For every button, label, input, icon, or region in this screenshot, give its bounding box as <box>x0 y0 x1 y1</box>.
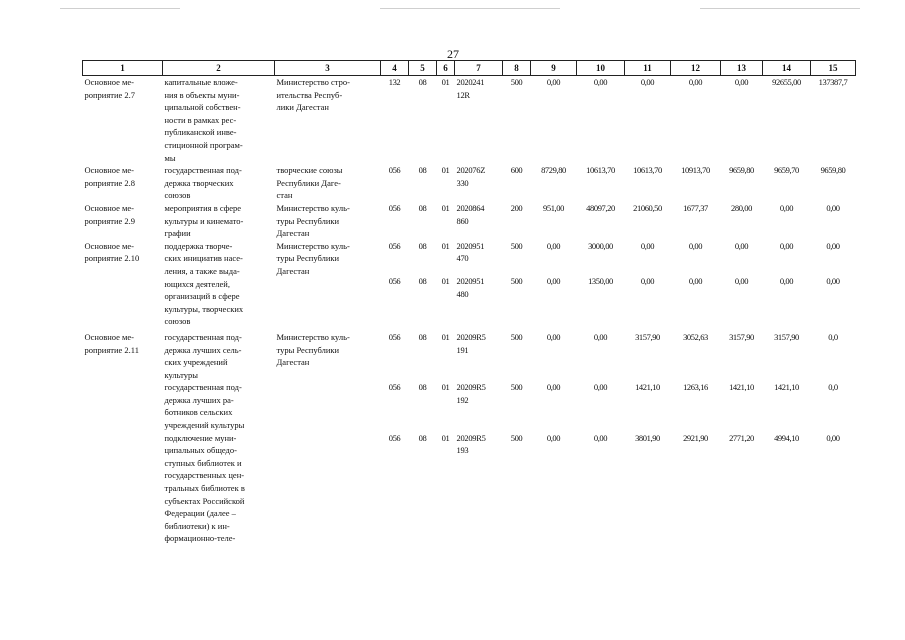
cell-c10: 0,00 <box>593 331 608 342</box>
cell-c15: 0,00 <box>826 432 840 443</box>
cell-c7: 20209R5 192 <box>456 382 486 405</box>
cell-c6: 01 <box>441 202 450 213</box>
cell-c14: 4994,10 <box>774 432 799 443</box>
cell-c15: 0,0 <box>828 331 838 342</box>
scan-edge-line <box>700 8 860 9</box>
cell-c11: 3157,90 <box>635 331 660 342</box>
header-cell: 13 <box>721 61 763 76</box>
table-row <box>83 202 856 240</box>
cell-c9: 0,00 <box>546 275 561 286</box>
cell-c11: 21060,50 <box>633 202 662 213</box>
executor: Министерство куль- туры Республики Дагестан <box>276 202 350 239</box>
cell-c14: 1421,10 <box>774 382 799 393</box>
header-cell: 2 <box>163 61 275 76</box>
cell-c4: 056 <box>388 165 401 176</box>
cell-c10: 0,00 <box>593 77 608 87</box>
cell-c6: 01 <box>441 432 450 443</box>
cell-c14: 92655,00 <box>772 77 801 87</box>
empty-cell <box>83 381 163 431</box>
cell-c13: 9659,80 <box>729 165 754 176</box>
header-cell: 6 <box>437 61 455 76</box>
header-cell: 7 <box>455 61 503 76</box>
cell-c9: 0,00 <box>546 382 561 393</box>
cell-c8: 500 <box>510 331 523 342</box>
cell-c8: 200 <box>510 202 523 213</box>
cell-c14: 0,00 <box>779 202 794 213</box>
cell-c13: 3157,90 <box>729 331 754 342</box>
cell-c15: 137387,7 <box>818 77 848 87</box>
cell-c6: 01 <box>441 331 450 342</box>
header-cell: 4 <box>381 61 409 76</box>
cell-c12: 3052,63 <box>683 331 708 342</box>
cell-c15: 9659,80 <box>820 165 846 176</box>
cell-c13: 0,00 <box>734 240 749 251</box>
measure-description: мероприятия в сфере культуры и кинемато- графии <box>164 202 244 239</box>
cell-c5: 08 <box>418 432 427 443</box>
cell-c4: 056 <box>388 432 401 443</box>
cell-c11: 0,00 <box>640 240 655 251</box>
cell-c7: 202076Z 330 <box>456 165 486 188</box>
measure-name: Основное ме- роприятие 2.7 <box>84 77 136 100</box>
table-row <box>83 432 856 545</box>
header-row <box>83 61 856 76</box>
cell-c11: 1421,10 <box>635 382 660 393</box>
header-cell: 14 <box>763 61 811 76</box>
cell-c13: 0,00 <box>734 77 749 87</box>
cell-c12: 0,00 <box>688 275 703 286</box>
cell-c13: 1421,10 <box>729 382 754 393</box>
cell-c4: 056 <box>388 275 401 286</box>
cell-c6: 01 <box>441 240 450 251</box>
table-row <box>83 164 856 202</box>
table-row <box>83 331 856 381</box>
table-row <box>83 76 856 165</box>
cell-c8: 500 <box>510 240 523 251</box>
cell-c9: 8729,80 <box>541 165 566 176</box>
cell-c6: 01 <box>441 165 450 176</box>
cell-c5: 08 <box>418 165 427 176</box>
cell-c5: 08 <box>418 382 427 393</box>
cell-c9: 0,00 <box>546 331 561 342</box>
measure-description: государственная под- держка творческих союзов <box>164 165 242 201</box>
cell-c5: 08 <box>418 331 427 342</box>
header-cell: 15 <box>811 61 856 76</box>
measure-name: Основное ме- роприятие 2.8 <box>84 165 136 188</box>
cell-c4: 056 <box>388 331 401 342</box>
cell-c8: 500 <box>510 382 523 393</box>
cell-c5: 08 <box>418 77 427 87</box>
measure-description: поддержка творче- ских инициатив насе- ления, а также выда- ющихся деятелей, организаций в сфере культуры, творческих союзов <box>164 240 244 327</box>
cell-c4: 056 <box>388 382 401 393</box>
cell-c7: 20209R5 191 <box>456 331 486 355</box>
measure-description: государственная под- держка лучших ра- ботников сельских учреждений культуры <box>164 382 245 431</box>
cell-c4: 056 <box>388 202 401 213</box>
cell-c9: 951,00 <box>543 202 564 213</box>
cell-c14: 0,00 <box>779 240 794 251</box>
cell-c9: 0,00 <box>546 77 561 87</box>
cell-c7: 2020864 860 <box>456 202 485 226</box>
cell-c5: 08 <box>418 240 427 251</box>
cell-c6: 01 <box>441 382 450 393</box>
empty-cell <box>275 381 381 431</box>
header-cell: 8 <box>503 61 531 76</box>
cell-c8: 500 <box>510 275 523 286</box>
cell-c10: 0,00 <box>593 432 608 443</box>
cell-c13: 2771,20 <box>729 432 754 443</box>
cell-c12: 1677,37 <box>683 202 708 213</box>
cell-c11: 3801,90 <box>635 432 660 443</box>
cell-c14: 9659,70 <box>774 165 799 176</box>
cell-c10: 10613,70 <box>586 165 615 176</box>
cell-c10: 48097,20 <box>586 202 615 213</box>
cell-c10: 3000,00 <box>588 240 613 251</box>
cell-c4: 056 <box>388 240 401 251</box>
measure-name: Основное ме- роприятие 2.9 <box>84 202 136 226</box>
cell-c13: 0,00 <box>734 275 749 286</box>
cell-c8: 500 <box>510 77 523 87</box>
header-cell: 11 <box>625 61 671 76</box>
measure-description: подключение муни- ципальных общедо- ступных библиотек и государственных цен- тральных библиотек в субъектах Российской Федерации (далее – библиотеки) к ин- формационно-теле- <box>164 432 245 544</box>
measure-description: государственная под- держка лучших сель- ских учреждений культуры <box>164 331 242 380</box>
header-cell: 12 <box>671 61 721 76</box>
executor: Министерство куль- туры Республики Дагестан <box>276 240 350 276</box>
table-row <box>83 381 856 431</box>
cell-c12: 0,00 <box>688 77 703 87</box>
header-cell: 1 <box>83 61 163 76</box>
executor: Министерство куль- туры Республики Дагестан <box>276 331 350 368</box>
cell-c5: 08 <box>418 202 427 213</box>
cell-c10: 0,00 <box>593 382 608 393</box>
cell-c7: 20209R5 193 <box>456 432 486 456</box>
measure-description: капитальные вложе- ния в объекты муни- ципальной собствен- ности в рамках рес- публиканской инве- стиционной програм- мы <box>164 77 243 163</box>
cell-c13: 280,00 <box>731 202 752 213</box>
cell-c15: 0,00 <box>826 240 840 251</box>
cell-c11: 0,00 <box>640 275 655 286</box>
cell-c15: 0,0 <box>828 382 838 393</box>
cell-c8: 500 <box>510 432 523 443</box>
program-table <box>82 60 856 545</box>
table-row <box>83 240 856 265</box>
cell-c12: 2921,90 <box>683 432 708 443</box>
measure-name: Основное ме- роприятие 2.11 <box>84 331 139 355</box>
cell-c6: 01 <box>441 275 450 286</box>
header-cell: 9 <box>531 61 577 76</box>
cell-c11: 10613,70 <box>633 165 662 176</box>
cell-c7: 2020951 470 <box>456 240 485 264</box>
cell-c6: 01 <box>441 77 450 87</box>
cell-c8: 600 <box>510 165 523 176</box>
measure-name: Основное ме- роприятие 2.10 <box>84 240 140 264</box>
cell-c9: 0,00 <box>546 240 561 251</box>
page-number: 27 <box>447 47 459 61</box>
header-cell: 10 <box>577 61 625 76</box>
cell-c14: 3157,90 <box>774 331 799 342</box>
cell-c12: 1263,16 <box>683 382 708 393</box>
scan-edge-line <box>60 8 180 9</box>
executor: Министерство стро- ительства Респуб- лики Дагестан <box>276 77 350 113</box>
empty-cell <box>83 432 163 545</box>
header-cell: 5 <box>409 61 437 76</box>
cell-c7: 2020241 12R <box>456 77 485 100</box>
empty-cell <box>275 432 381 545</box>
cell-c12: 0,00 <box>688 240 703 251</box>
cell-c15: 0,00 <box>826 202 840 213</box>
cell-c10: 1350,00 <box>588 275 613 286</box>
cell-c11: 0,00 <box>640 77 655 87</box>
cell-c5: 08 <box>418 275 427 286</box>
executor: творческие союзы Республики Даге- стан <box>276 165 343 201</box>
cell-c14: 0,00 <box>779 275 794 286</box>
scan-edge-line <box>380 8 560 9</box>
cell-c7: 2020951 480 <box>456 275 485 299</box>
cell-c9: 0,00 <box>546 432 561 443</box>
header-cell: 3 <box>275 61 381 76</box>
cell-c12: 10913,70 <box>681 165 710 176</box>
cell-c4: 132 <box>388 77 401 87</box>
cell-c15: 0,00 <box>826 275 840 286</box>
